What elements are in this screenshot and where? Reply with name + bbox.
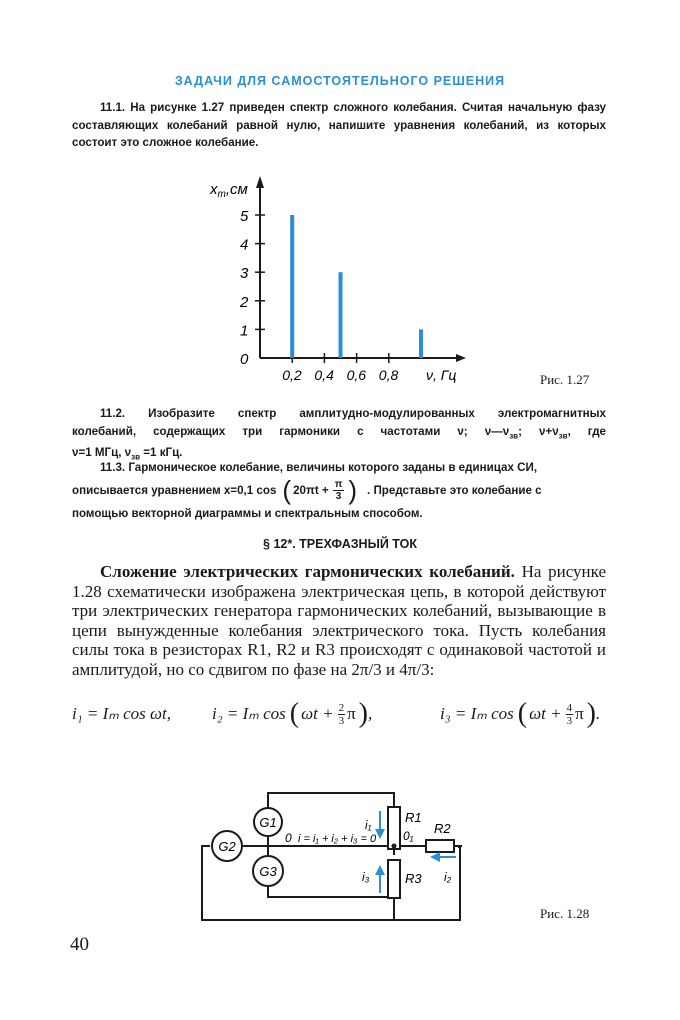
label-i1: i₁ [365, 818, 372, 832]
problem-11-2-line2 [72, 423, 606, 445]
problem-11-3-line2 [72, 474, 606, 505]
three-phase-circuit [200, 785, 480, 925]
paren-right: ) [586, 698, 596, 729]
chart-plot-area [209, 176, 466, 383]
paren-left: ( [517, 698, 528, 729]
x-tick-label: 0,4 [314, 367, 334, 383]
x-axis-label: ν, Гц [426, 367, 457, 383]
lead-bold: Сложение электрических гармонических колебаний. [100, 562, 515, 581]
label-i3: i₃ [362, 870, 370, 884]
x-tick-label: 0,2 [282, 367, 302, 383]
section-title: § 12*. ТРЕХФАЗНЫЙ ТОК [263, 537, 417, 551]
paren-right: ) [348, 474, 358, 505]
y-tick-label: 4 [240, 236, 249, 254]
y-tick-label: 2 [240, 293, 249, 311]
p11-2-part: , где [567, 424, 607, 438]
y-tick-label: 3 [240, 265, 249, 283]
p11-2-part: =1 кГц. [140, 446, 183, 460]
equation-3 [440, 698, 600, 730]
spectrum-bar [419, 329, 423, 358]
sub-zv-1: зв [509, 430, 519, 440]
p11-3-inner: 20πt + [293, 483, 329, 497]
page-number: 40 [70, 934, 89, 955]
equations-row [72, 696, 612, 732]
section-paragraph [72, 562, 606, 679]
resistor-r1 [388, 807, 400, 849]
p11-2-part: ; ν+ν [518, 424, 559, 438]
eq2-end: , [367, 704, 373, 723]
eq2-pre: i₂ = Iₘ cos [212, 704, 286, 723]
problem-11-2 [72, 405, 606, 466]
resistor-r2 [426, 840, 454, 852]
label-g2: G2 [218, 839, 236, 854]
frac-num: 2 [338, 701, 345, 714]
frac-num: 4 [566, 701, 573, 714]
spectrum-bar [290, 215, 294, 358]
eq2-inner: ωt + [301, 704, 334, 723]
label-r2: R2 [434, 821, 451, 836]
eq3-fraction [566, 702, 574, 727]
resistor-r3 [388, 860, 400, 898]
y-axis-arrow [256, 176, 264, 188]
section-heading: ЗАДАЧИ ДЛЯ САМОСТОЯТЕЛЬНОГО РЕШЕНИЯ [174, 74, 506, 88]
problem-11-3 [72, 459, 606, 522]
x-tick-label: 0,6 [346, 367, 367, 383]
wire-top [268, 793, 394, 817]
p11-2-part: ν=1 МГц, ν [72, 446, 132, 460]
sub-zv-3: зв [131, 452, 141, 462]
eq3-inner: ωt + [529, 704, 562, 723]
p11-2-part: колебаний, содержащих три гармоники с частотами ν; ν—ν [72, 424, 510, 438]
label-g1: G1 [259, 815, 277, 830]
frac-den: 3 [338, 714, 345, 727]
sub-zv-2: зв [558, 430, 568, 440]
frac-num: π [334, 479, 343, 490]
label-current-sum: i = i₁ + i₂ + i₃ = 0 [298, 833, 377, 845]
label-o: 0 [285, 831, 292, 845]
frac-den: 3 [335, 491, 342, 502]
y-tick-label: 5 [240, 208, 249, 225]
eq2-pi: π [347, 704, 356, 723]
y-tick-label: 0 [240, 351, 249, 368]
problem-11-2-line1: 11.2. Изобразите спектр амплитудно-модулированных электромагнитных [100, 407, 606, 420]
eq3-pi: π [575, 704, 584, 723]
label-g3: G3 [259, 864, 277, 879]
problem-11-1: 11.1. На рисунке 1.27 приведен спектр сложного колебания. Считая начальную фазу составляющих колебаний равной нулю, напишите уравнения колебаний, из которых состоит это сложное колебание. [72, 101, 606, 149]
paren-left: ( [282, 474, 292, 505]
label-o1: 0₁ [403, 829, 414, 843]
eq3-pre: i₃ = Iₘ cos [440, 704, 514, 723]
figure-caption-1-28: Рис. 1.28 [540, 906, 590, 921]
problem-11-3-line3: помощью векторной диаграммы и спектральным способом. [72, 506, 423, 520]
paren-left: ( [289, 698, 300, 729]
label-r1: R1 [405, 810, 422, 825]
x-axis-arrow [456, 354, 466, 362]
spectrum-chart [200, 172, 490, 392]
junction-o1 [392, 844, 397, 849]
eq3-end: . [595, 704, 601, 723]
wire-bottom [268, 885, 394, 915]
frac-den: 3 [566, 714, 573, 727]
p11-3-pre: описывается уравнением x=0,1 cos [72, 483, 277, 497]
equation-2 [212, 698, 424, 730]
label-i2: i₂ [444, 870, 452, 884]
paren-right: ) [358, 698, 368, 729]
p11-3-post: . Представьте это колебание с [367, 483, 542, 497]
paragraph-text: На рисунке 1.28 схематически изображена электрическая цепь, в которой действуют три электрических генератора гармонических колебаний, вызывающие в цепи вынужденные колебания электрического тока. Пусть колебания силы тока в резисторах R1, R2 и R3 происходят с одинаковой частотой и амплитудой, но со сдвигом по фазе на 2π/3 и 4π/3: [72, 562, 606, 679]
y-axis-label: $x_m,см$ [210, 181, 248, 200]
spectrum-bar [339, 272, 343, 358]
x-tick-label: 0,8 [378, 367, 399, 383]
label-r3: R3 [405, 871, 422, 886]
figure-caption-1-27: Рис. 1.27 [540, 372, 590, 387]
arrow-i2-head [430, 852, 440, 862]
p11-3-fraction [333, 479, 345, 502]
eq2-fraction [338, 702, 346, 727]
arrow-i3-head [375, 865, 385, 875]
arrow-i1-head [375, 829, 385, 839]
y-tick-label: 1 [240, 322, 249, 340]
equation-1: i₁ = Iₘ cos ωt, [72, 704, 171, 723]
problem-11-3-line1: 11.3. Гармоническое колебание, величины которого заданы в единицах СИ, [100, 461, 538, 474]
